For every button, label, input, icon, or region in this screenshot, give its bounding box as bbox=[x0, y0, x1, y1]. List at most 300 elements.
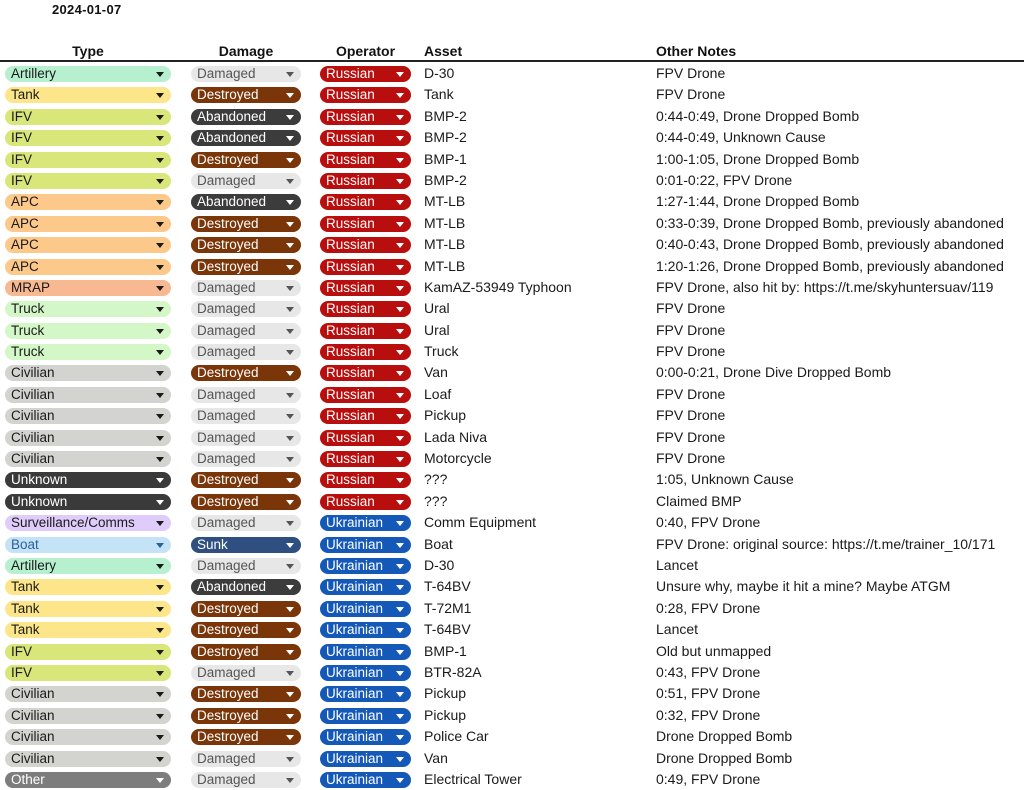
operator-dropdown[interactable] bbox=[320, 665, 411, 681]
type-dropdown[interactable] bbox=[5, 280, 171, 296]
dropdown-arrow-icon[interactable] bbox=[396, 436, 404, 441]
dropdown-arrow-icon[interactable] bbox=[156, 329, 164, 334]
column-header-damage[interactable]: Damage bbox=[218, 43, 274, 59]
dropdown-arrow-icon[interactable] bbox=[286, 607, 294, 612]
dropdown-arrow-icon[interactable] bbox=[396, 543, 404, 548]
operator-dropdown[interactable] bbox=[320, 365, 411, 381]
dropdown-arrow-icon[interactable] bbox=[396, 93, 404, 98]
dropdown-arrow-icon[interactable] bbox=[396, 607, 404, 612]
dropdown-arrow-icon[interactable] bbox=[156, 136, 164, 141]
damage-dropdown[interactable] bbox=[191, 237, 301, 253]
type-dropdown[interactable] bbox=[5, 194, 171, 210]
asset-cell[interactable]: ??? bbox=[424, 492, 448, 509]
notes-cell[interactable]: FPV Drone bbox=[656, 300, 726, 317]
operator-dropdown[interactable] bbox=[320, 301, 411, 317]
notes-cell[interactable]: FPV Drone bbox=[656, 407, 726, 424]
notes-cell[interactable]: 0:43, FPV Drone bbox=[656, 663, 761, 680]
dropdown-arrow-icon[interactable] bbox=[396, 478, 404, 483]
damage-dropdown[interactable] bbox=[191, 644, 301, 660]
dropdown-arrow-icon[interactable] bbox=[156, 371, 164, 376]
dropdown-arrow-icon[interactable] bbox=[286, 72, 294, 77]
type-dropdown[interactable] bbox=[5, 494, 171, 510]
dropdown-arrow-icon[interactable] bbox=[396, 757, 404, 762]
asset-cell[interactable]: Van bbox=[424, 749, 448, 766]
dropdown-arrow-icon[interactable] bbox=[396, 136, 404, 141]
column-header-notes[interactable]: Other Notes bbox=[656, 43, 737, 59]
type-dropdown[interactable] bbox=[5, 558, 171, 574]
dropdown-arrow-icon[interactable] bbox=[396, 735, 404, 740]
dropdown-arrow-icon[interactable] bbox=[286, 757, 294, 762]
dropdown-arrow-icon[interactable] bbox=[286, 307, 294, 312]
damage-dropdown[interactable] bbox=[191, 601, 301, 617]
dropdown-arrow-icon[interactable] bbox=[156, 265, 164, 270]
dropdown-arrow-icon[interactable] bbox=[396, 671, 404, 676]
dropdown-arrow-icon[interactable] bbox=[396, 692, 404, 697]
type-dropdown[interactable] bbox=[5, 66, 171, 82]
operator-dropdown[interactable] bbox=[320, 451, 411, 467]
notes-cell[interactable]: FPV Drone bbox=[656, 385, 726, 402]
dropdown-arrow-icon[interactable] bbox=[286, 628, 294, 633]
type-dropdown[interactable] bbox=[5, 323, 171, 339]
notes-cell[interactable]: 1:05, Unknown Cause bbox=[656, 471, 794, 488]
operator-dropdown[interactable] bbox=[320, 237, 411, 253]
notes-cell[interactable]: 0:40, FPV Drone bbox=[656, 514, 761, 531]
dropdown-arrow-icon[interactable] bbox=[156, 179, 164, 184]
type-dropdown[interactable] bbox=[5, 301, 171, 317]
asset-cell[interactable]: Ural bbox=[424, 321, 450, 338]
notes-cell[interactable]: 0:01-0:22, FPV Drone bbox=[656, 171, 793, 188]
operator-dropdown[interactable] bbox=[320, 601, 411, 617]
dropdown-arrow-icon[interactable] bbox=[156, 393, 164, 398]
dropdown-arrow-icon[interactable] bbox=[156, 714, 164, 719]
operator-dropdown[interactable] bbox=[320, 152, 411, 168]
damage-dropdown[interactable] bbox=[191, 708, 301, 724]
dropdown-arrow-icon[interactable] bbox=[156, 158, 164, 163]
damage-dropdown[interactable] bbox=[191, 109, 301, 125]
asset-cell[interactable]: MT-LB bbox=[424, 257, 466, 274]
dropdown-arrow-icon[interactable] bbox=[396, 329, 404, 334]
damage-dropdown-label: Destroyed bbox=[197, 472, 259, 488]
damage-dropdown[interactable] bbox=[191, 686, 301, 702]
asset-cell[interactable]: MT-LB bbox=[424, 236, 466, 253]
notes-cell[interactable]: 0:44-0:49, Drone Dropped Bomb bbox=[656, 107, 860, 124]
type-dropdown[interactable] bbox=[5, 729, 171, 745]
type-dropdown[interactable] bbox=[5, 451, 171, 467]
asset-cell[interactable]: Van bbox=[424, 364, 448, 381]
damage-dropdown[interactable] bbox=[191, 87, 301, 103]
operator-dropdown[interactable] bbox=[320, 109, 411, 125]
operator-dropdown-label: Russian bbox=[326, 87, 375, 103]
damage-dropdown[interactable] bbox=[191, 259, 301, 275]
type-dropdown-label: Boat bbox=[11, 536, 39, 552]
dropdown-arrow-icon[interactable] bbox=[156, 543, 164, 548]
damage-dropdown[interactable] bbox=[191, 751, 301, 767]
notes-cell[interactable]: Lancet bbox=[656, 621, 699, 638]
type-dropdown[interactable] bbox=[5, 259, 171, 275]
notes-cell[interactable]: FPV Drone bbox=[656, 321, 726, 338]
type-dropdown[interactable] bbox=[5, 109, 171, 125]
dropdown-arrow-icon[interactable] bbox=[286, 393, 294, 398]
dropdown-arrow-icon[interactable] bbox=[396, 628, 404, 633]
dropdown-arrow-icon[interactable] bbox=[156, 521, 164, 526]
type-dropdown[interactable] bbox=[5, 387, 171, 403]
dropdown-arrow-icon[interactable] bbox=[286, 286, 294, 291]
notes-cell[interactable]: Lancet bbox=[656, 556, 699, 573]
asset-cell[interactable]: KamAZ-53949 Typhoon bbox=[424, 278, 572, 295]
dropdown-arrow-icon[interactable] bbox=[286, 714, 294, 719]
column-header-asset[interactable]: Asset bbox=[424, 43, 463, 59]
notes-cell[interactable]: FPV Drone bbox=[656, 428, 726, 445]
asset-cell[interactable]: Truck bbox=[424, 343, 459, 360]
type-dropdown[interactable] bbox=[5, 430, 171, 446]
asset-cell[interactable]: MT-LB bbox=[424, 193, 466, 210]
dropdown-arrow-icon[interactable] bbox=[156, 735, 164, 740]
damage-dropdown[interactable] bbox=[191, 515, 301, 531]
type-dropdown-label: Civilian bbox=[11, 729, 55, 745]
damage-dropdown[interactable] bbox=[191, 152, 301, 168]
dropdown-arrow-icon[interactable] bbox=[286, 564, 294, 569]
notes-cell[interactable]: 0:49, FPV Drone bbox=[656, 770, 761, 787]
dropdown-arrow-icon[interactable] bbox=[156, 436, 164, 441]
asset-cell[interactable]: Lada Niva bbox=[424, 428, 488, 445]
asset-cell[interactable]: BMP-1 bbox=[424, 150, 467, 167]
dropdown-arrow-icon[interactable] bbox=[286, 457, 294, 462]
asset-cell[interactable]: Ural bbox=[424, 300, 450, 317]
operator-dropdown[interactable] bbox=[320, 729, 411, 745]
type-dropdown[interactable] bbox=[5, 472, 171, 488]
dropdown-arrow-icon[interactable] bbox=[156, 671, 164, 676]
column-header-operator[interactable]: Operator bbox=[335, 43, 396, 59]
asset-cell[interactable]: Police Car bbox=[424, 728, 489, 745]
asset-cell[interactable]: D-30 bbox=[424, 65, 455, 81]
dropdown-arrow-icon[interactable] bbox=[286, 521, 294, 526]
dropdown-arrow-icon[interactable] bbox=[396, 200, 404, 205]
dropdown-arrow-icon[interactable] bbox=[396, 243, 404, 248]
damage-dropdown[interactable] bbox=[191, 216, 301, 232]
damage-dropdown-label: Damaged bbox=[197, 279, 256, 295]
damage-dropdown[interactable] bbox=[191, 472, 301, 488]
table-row bbox=[0, 106, 1024, 127]
dropdown-arrow-icon[interactable] bbox=[286, 778, 294, 783]
operator-dropdown[interactable] bbox=[320, 87, 411, 103]
dropdown-arrow-icon[interactable] bbox=[286, 414, 294, 419]
dropdown-arrow-icon[interactable] bbox=[286, 500, 294, 505]
dropdown-arrow-icon[interactable] bbox=[396, 521, 404, 526]
dropdown-arrow-icon[interactable] bbox=[396, 72, 404, 77]
dropdown-arrow-icon[interactable] bbox=[286, 350, 294, 355]
damage-dropdown[interactable] bbox=[191, 194, 301, 210]
operator-dropdown[interactable] bbox=[320, 622, 411, 638]
dropdown-arrow-icon[interactable] bbox=[156, 778, 164, 783]
type-dropdown[interactable] bbox=[5, 87, 171, 103]
type-dropdown[interactable] bbox=[5, 152, 171, 168]
damage-dropdown[interactable] bbox=[191, 622, 301, 638]
notes-cell[interactable]: 1:27-1:44, Drone Dropped Bomb bbox=[656, 193, 860, 210]
dropdown-arrow-icon[interactable] bbox=[156, 607, 164, 612]
dropdown-arrow-icon[interactable] bbox=[286, 115, 294, 120]
type-dropdown[interactable] bbox=[5, 772, 171, 788]
damage-dropdown[interactable] bbox=[191, 430, 301, 446]
dropdown-arrow-icon[interactable] bbox=[286, 265, 294, 270]
notes-cell[interactable]: FPV Drone bbox=[656, 450, 726, 467]
operator-dropdown[interactable] bbox=[320, 772, 411, 788]
type-dropdown[interactable] bbox=[5, 708, 171, 724]
notes-cell[interactable]: Unsure why, maybe it hit a mine? Maybe ATGM bbox=[656, 578, 951, 595]
dropdown-arrow-icon[interactable] bbox=[286, 650, 294, 655]
type-dropdown[interactable] bbox=[5, 665, 171, 681]
dropdown-arrow-icon[interactable] bbox=[156, 222, 164, 227]
notes-cell[interactable]: FPV Drone bbox=[656, 65, 726, 81]
notes-cell[interactable]: 0:33-0:39, Drone Dropped Bomb, previously abandoned bbox=[656, 214, 1004, 231]
asset-cell[interactable]: Tank bbox=[424, 86, 454, 103]
damage-dropdown[interactable] bbox=[191, 66, 301, 82]
operator-dropdown[interactable] bbox=[320, 130, 411, 146]
dropdown-arrow-icon[interactable] bbox=[156, 115, 164, 120]
dropdown-arrow-icon[interactable] bbox=[396, 158, 404, 163]
operator-dropdown[interactable] bbox=[320, 537, 411, 553]
type-dropdown[interactable] bbox=[5, 237, 171, 253]
dropdown-arrow-icon[interactable] bbox=[156, 650, 164, 655]
dropdown-arrow-icon[interactable] bbox=[286, 136, 294, 141]
operator-dropdown[interactable] bbox=[320, 408, 411, 424]
notes-cell[interactable]: Old but unmapped bbox=[656, 642, 772, 659]
damage-dropdown[interactable] bbox=[191, 387, 301, 403]
dropdown-arrow-icon[interactable] bbox=[286, 93, 294, 98]
type-dropdown[interactable] bbox=[5, 365, 171, 381]
damage-dropdown-label: Abandoned bbox=[197, 579, 267, 595]
type-dropdown[interactable] bbox=[5, 537, 171, 553]
type-dropdown[interactable] bbox=[5, 173, 171, 189]
operator-dropdown[interactable] bbox=[320, 686, 411, 702]
dropdown-arrow-icon[interactable] bbox=[286, 243, 294, 248]
dropdown-arrow-icon[interactable] bbox=[156, 628, 164, 633]
notes-cell[interactable]: Claimed BMP bbox=[656, 492, 742, 509]
type-dropdown[interactable] bbox=[5, 622, 171, 638]
damage-dropdown[interactable] bbox=[191, 301, 301, 317]
type-dropdown[interactable] bbox=[5, 601, 171, 617]
notes-cell[interactable]: 0:44-0:49, Unknown Cause bbox=[656, 129, 826, 146]
dropdown-arrow-icon[interactable] bbox=[286, 585, 294, 590]
asset-cell[interactable]: T-64BV bbox=[424, 578, 471, 595]
dropdown-arrow-icon[interactable] bbox=[286, 436, 294, 441]
operator-dropdown[interactable] bbox=[320, 344, 411, 360]
dropdown-arrow-icon[interactable] bbox=[396, 500, 404, 505]
dropdown-arrow-icon[interactable] bbox=[396, 585, 404, 590]
operator-dropdown[interactable] bbox=[320, 173, 411, 189]
dropdown-arrow-icon[interactable] bbox=[396, 222, 404, 227]
damage-dropdown-label: Damaged bbox=[197, 664, 256, 680]
dropdown-arrow-icon[interactable] bbox=[286, 158, 294, 163]
asset-cell[interactable]: T-72M1 bbox=[424, 599, 472, 616]
operator-dropdown[interactable] bbox=[320, 323, 411, 339]
asset-cell[interactable]: T-64BV bbox=[424, 621, 471, 638]
dropdown-arrow-icon[interactable] bbox=[396, 393, 404, 398]
notes-cell[interactable]: 0:00-0:21, Drone Dive Dropped Bomb bbox=[656, 364, 892, 381]
damage-dropdown[interactable] bbox=[191, 344, 301, 360]
operator-dropdown[interactable] bbox=[320, 751, 411, 767]
operator-dropdown-label: Russian bbox=[326, 66, 375, 81]
asset-cell[interactable]: BMP-1 bbox=[424, 642, 467, 659]
operator-dropdown[interactable] bbox=[320, 216, 411, 232]
asset-cell[interactable]: BTR-82A bbox=[424, 663, 482, 680]
dropdown-arrow-icon[interactable] bbox=[396, 179, 404, 184]
type-dropdown[interactable] bbox=[5, 751, 171, 767]
notes-cell[interactable]: FPV Drone bbox=[656, 86, 726, 103]
type-dropdown[interactable] bbox=[5, 644, 171, 660]
operator-dropdown[interactable] bbox=[320, 644, 411, 660]
dropdown-arrow-icon[interactable] bbox=[396, 414, 404, 419]
type-dropdown-label: Truck bbox=[11, 344, 45, 360]
operator-dropdown[interactable] bbox=[320, 579, 411, 595]
table-row bbox=[0, 705, 1024, 726]
operator-dropdown[interactable] bbox=[320, 558, 411, 574]
asset-cell[interactable]: Boat bbox=[424, 535, 453, 552]
damage-dropdown[interactable] bbox=[191, 494, 301, 510]
dropdown-arrow-icon[interactable] bbox=[286, 543, 294, 548]
type-dropdown[interactable] bbox=[5, 686, 171, 702]
notes-cell[interactable]: 0:51, FPV Drone bbox=[656, 685, 761, 702]
dropdown-arrow-icon[interactable] bbox=[156, 692, 164, 697]
operator-dropdown[interactable] bbox=[320, 494, 411, 510]
dropdown-arrow-icon[interactable] bbox=[156, 414, 164, 419]
operator-dropdown-label: Russian bbox=[326, 472, 375, 488]
asset-cell[interactable]: BMP-2 bbox=[424, 107, 467, 124]
operator-dropdown[interactable] bbox=[320, 194, 411, 210]
operator-dropdown-label: Russian bbox=[326, 258, 375, 274]
damage-dropdown[interactable] bbox=[191, 772, 301, 788]
operator-dropdown[interactable] bbox=[320, 708, 411, 724]
type-dropdown[interactable] bbox=[5, 408, 171, 424]
notes-cell[interactable]: Drone Dropped Bomb bbox=[656, 728, 793, 745]
dropdown-arrow-icon[interactable] bbox=[156, 307, 164, 312]
asset-cell[interactable]: D-30 bbox=[424, 556, 455, 573]
damage-dropdown-label: Abandoned bbox=[197, 194, 267, 210]
dropdown-arrow-icon[interactable] bbox=[286, 671, 294, 676]
dropdown-arrow-icon[interactable] bbox=[396, 307, 404, 312]
damage-dropdown[interactable] bbox=[191, 173, 301, 189]
dropdown-arrow-icon[interactable] bbox=[156, 585, 164, 590]
dropdown-arrow-icon[interactable] bbox=[286, 200, 294, 205]
asset-cell[interactable]: BMP-2 bbox=[424, 129, 467, 146]
asset-cell[interactable]: Motorcycle bbox=[424, 450, 492, 467]
type-dropdown[interactable] bbox=[5, 579, 171, 595]
dropdown-arrow-icon[interactable] bbox=[156, 350, 164, 355]
dropdown-arrow-icon[interactable] bbox=[156, 72, 164, 77]
asset-cell[interactable]: MT-LB bbox=[424, 214, 466, 231]
operator-dropdown[interactable] bbox=[320, 280, 411, 296]
notes-cell[interactable]: FPV Drone bbox=[656, 343, 726, 360]
operator-dropdown[interactable] bbox=[320, 387, 411, 403]
notes-cell[interactable]: 0:32, FPV Drone bbox=[656, 706, 761, 723]
damage-dropdown[interactable] bbox=[191, 408, 301, 424]
dropdown-arrow-icon[interactable] bbox=[156, 757, 164, 762]
damage-dropdown[interactable] bbox=[191, 729, 301, 745]
operator-dropdown[interactable] bbox=[320, 66, 411, 82]
dropdown-arrow-icon[interactable] bbox=[396, 457, 404, 462]
dropdown-arrow-icon[interactable] bbox=[286, 371, 294, 376]
asset-cell[interactable]: Pickup bbox=[424, 685, 467, 702]
asset-cell[interactable]: Pickup bbox=[424, 407, 467, 424]
asset-cell[interactable]: Pickup bbox=[424, 706, 467, 723]
asset-cell[interactable]: BMP-2 bbox=[424, 171, 467, 188]
notes-cell[interactable]: Drone Dropped Bomb bbox=[656, 749, 793, 766]
damage-dropdown-label: Destroyed bbox=[197, 258, 259, 274]
type-dropdown[interactable] bbox=[5, 515, 171, 531]
dropdown-arrow-icon[interactable] bbox=[156, 478, 164, 483]
column-header-type[interactable]: Type bbox=[72, 43, 104, 59]
dropdown-arrow-icon[interactable] bbox=[156, 457, 164, 462]
damage-dropdown[interactable] bbox=[191, 323, 301, 339]
dropdown-arrow-icon[interactable] bbox=[396, 714, 404, 719]
damage-dropdown[interactable] bbox=[191, 558, 301, 574]
dropdown-arrow-icon[interactable] bbox=[396, 350, 404, 355]
dropdown-arrow-icon[interactable] bbox=[156, 286, 164, 291]
dropdown-arrow-icon[interactable] bbox=[286, 179, 294, 184]
asset-cell[interactable]: Electrical Tower bbox=[424, 770, 522, 787]
table-row bbox=[0, 448, 1024, 469]
dropdown-arrow-icon[interactable] bbox=[156, 243, 164, 248]
table-row bbox=[0, 748, 1024, 769]
dropdown-arrow-icon[interactable] bbox=[156, 564, 164, 569]
dropdown-arrow-icon[interactable] bbox=[286, 478, 294, 483]
notes-cell[interactable]: 1:20-1:26, Drone Dropped Bomb, previously abandoned bbox=[656, 257, 1004, 274]
damage-dropdown[interactable] bbox=[191, 665, 301, 681]
type-dropdown-label: Tank bbox=[11, 87, 40, 103]
damage-dropdown[interactable] bbox=[191, 451, 301, 467]
type-dropdown[interactable] bbox=[5, 216, 171, 232]
dropdown-arrow-icon[interactable] bbox=[286, 735, 294, 740]
dropdown-arrow-icon[interactable] bbox=[286, 692, 294, 697]
operator-dropdown-label: Ukrainian bbox=[326, 600, 384, 616]
damage-dropdown[interactable] bbox=[191, 537, 301, 553]
type-dropdown-label: Tank bbox=[11, 600, 40, 616]
dropdown-arrow-icon[interactable] bbox=[396, 650, 404, 655]
dropdown-arrow-icon[interactable] bbox=[156, 500, 164, 505]
type-dropdown[interactable] bbox=[5, 130, 171, 146]
notes-cell[interactable]: 0:40-0:43, Drone Dropped Bomb, previously abandoned bbox=[656, 236, 1004, 253]
notes-cell[interactable]: FPV Drone: original source: https://t.me/trainer_10/171 bbox=[656, 535, 996, 552]
dropdown-arrow-icon[interactable] bbox=[396, 371, 404, 376]
type-dropdown-label: IFV bbox=[11, 172, 33, 188]
damage-dropdown[interactable] bbox=[191, 579, 301, 595]
dropdown-arrow-icon[interactable] bbox=[396, 265, 404, 270]
asset-cell[interactable]: ??? bbox=[424, 471, 448, 488]
asset-cell[interactable]: Loaf bbox=[424, 385, 452, 402]
notes-cell[interactable]: 0:28, FPV Drone bbox=[656, 599, 761, 616]
dropdown-arrow-icon[interactable] bbox=[396, 564, 404, 569]
damage-dropdown[interactable] bbox=[191, 365, 301, 381]
damage-dropdown[interactable] bbox=[191, 130, 301, 146]
dropdown-arrow-icon[interactable] bbox=[396, 286, 404, 291]
dropdown-arrow-icon[interactable] bbox=[396, 778, 404, 783]
operator-dropdown[interactable] bbox=[320, 472, 411, 488]
dropdown-arrow-icon[interactable] bbox=[286, 329, 294, 334]
dropdown-arrow-icon[interactable] bbox=[396, 115, 404, 120]
damage-dropdown-label: Destroyed bbox=[197, 686, 259, 702]
operator-dropdown[interactable] bbox=[320, 430, 411, 446]
notes-cell[interactable]: 1:00-1:05, Drone Dropped Bomb bbox=[656, 150, 860, 167]
dropdown-arrow-icon[interactable] bbox=[156, 200, 164, 205]
damage-dropdown[interactable] bbox=[191, 280, 301, 296]
asset-cell[interactable]: Comm Equipment bbox=[424, 514, 537, 531]
operator-dropdown[interactable] bbox=[320, 259, 411, 275]
type-dropdown[interactable] bbox=[5, 344, 171, 360]
table-row bbox=[0, 427, 1024, 448]
dropdown-arrow-icon[interactable] bbox=[156, 93, 164, 98]
notes-cell[interactable]: FPV Drone, also hit by: https://t.me/skyhuntersuav/119 bbox=[656, 278, 994, 295]
operator-dropdown[interactable] bbox=[320, 515, 411, 531]
dropdown-arrow-icon[interactable] bbox=[286, 222, 294, 227]
